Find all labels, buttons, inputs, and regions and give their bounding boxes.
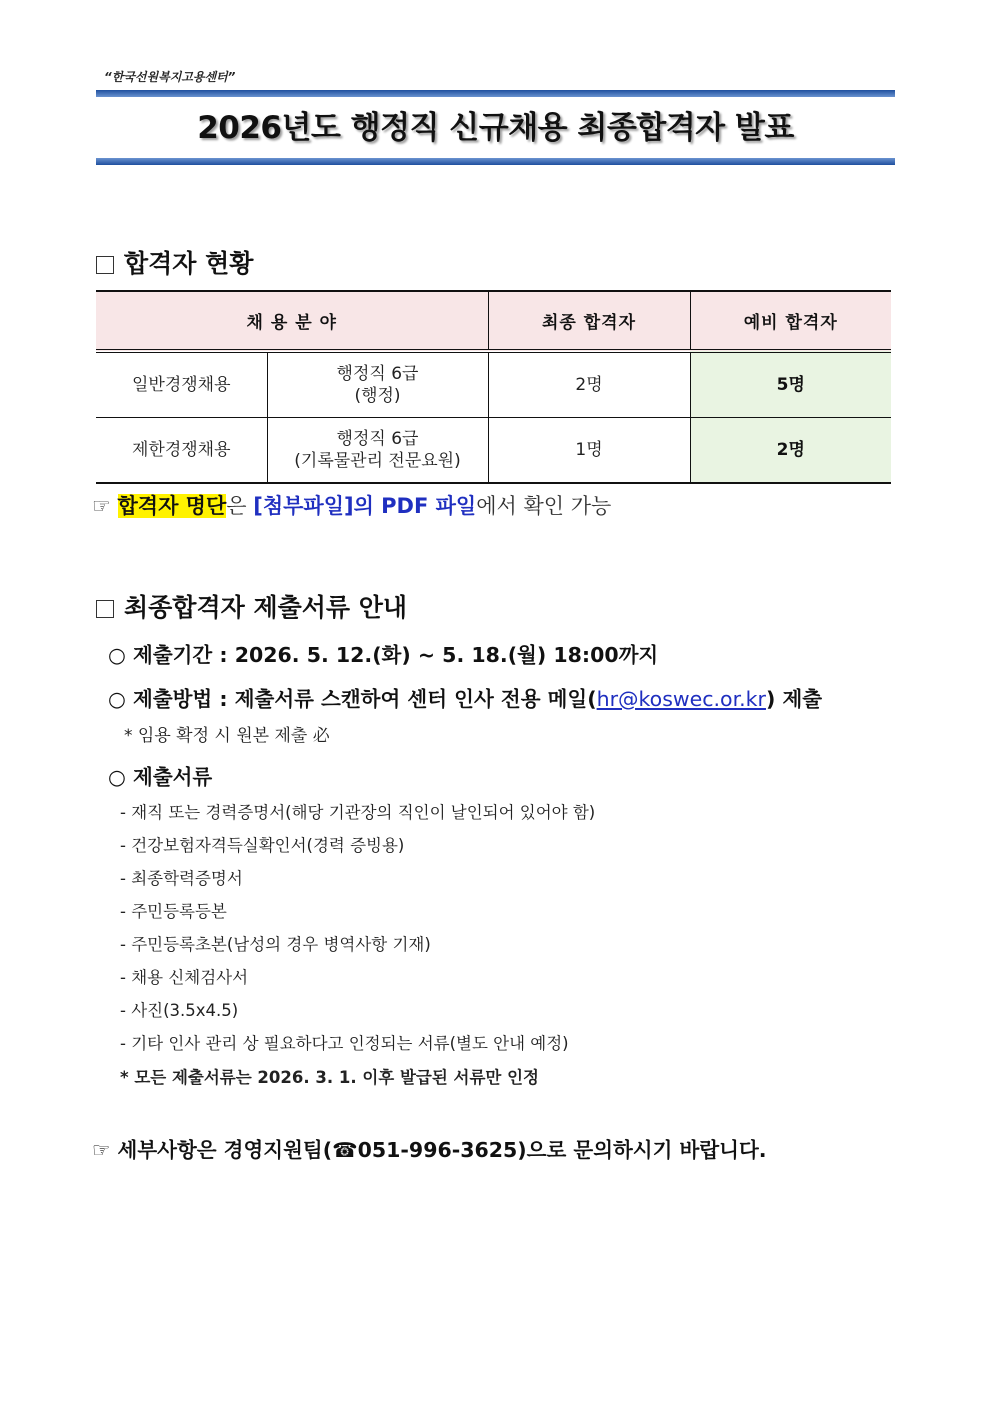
list-item: - 건강보험자격득실확인서(경력 증빙용) [120, 836, 405, 855]
row-reserve-count: 5명 [690, 351, 891, 418]
row-recruit-type: 제한경쟁채용 [96, 418, 267, 484]
list-item: - 최종학력증명서 [120, 869, 243, 888]
docs-validity-note: * 모든 제출서류는 2026. 3. 1. 이후 발급된 서류만 인정 [120, 1068, 539, 1087]
row-reserve-count: 2명 [690, 418, 891, 484]
table-row [96, 418, 891, 484]
submission-method: ○ 제출방법 : 제출서류 스캔하여 센터 인사 전용 메일(hr@koswec.or.kr) 제출 [108, 687, 823, 711]
list-item: - 재직 또는 경력증명서(해당 기관장의 직인이 날인되어 있어야 함) [120, 803, 596, 822]
pointing-hand-icon: ☞ [92, 494, 111, 518]
list-item: - 사진(3.5x4.5) [120, 1001, 239, 1020]
header-final: 최종 합격자 [488, 291, 690, 351]
phone-number: 051-996-3625 [357, 1138, 518, 1162]
page-title: 2026년도 행정직 신규채용 최종합격자 발표 [197, 110, 794, 146]
row-recruit-type: 일반경쟁채용 [96, 351, 267, 418]
row-position: 행정직 6급 (행정) [267, 351, 488, 418]
email-link[interactable]: hr@koswec.or.kr [596, 687, 766, 711]
header-reserve: 예비 합격자 [690, 291, 891, 351]
method-note: * 임용 확정 시 원본 제출 必 [124, 726, 330, 746]
list-item: - 기타 인사 관리 상 필요하다고 인정되는 서류(별도 안내 예정) [120, 1034, 569, 1053]
section-docs-heading [96, 588, 407, 624]
submission-period: ○ 제출기간 : 2026. 5. 12.(화) ~ 5. 18.(월) 18:00까지 [108, 643, 659, 667]
section-docs-title: 최종합격자 제출서류 안내 [124, 593, 408, 622]
header-bottom-rule [96, 158, 895, 165]
result-list-note: ☞ 합격자 명단은 [첨부파일]의 PDF 파일에서 확인 가능 [92, 494, 612, 518]
pointing-hand-icon: ☞ [92, 1138, 111, 1162]
contact-note: ☞ 세부사항은 경영지원팀(☎051-996-3625)으로 문의하시기 바랍니다. [92, 1138, 767, 1162]
organization-name: “한국선원복지고용센터” [104, 70, 236, 84]
square-bullet-icon [96, 600, 114, 618]
list-item: - 채용 신체검사서 [120, 968, 249, 987]
row-final-count: 1명 [488, 418, 690, 484]
docs-heading: ○ 제출서류 [108, 765, 213, 789]
row-position: 행정직 6급 (기록물관리 전문요원) [267, 418, 488, 484]
header-top-rule [96, 90, 895, 97]
section-results-title: 합격자 현황 [124, 249, 254, 278]
table-header-row [96, 291, 891, 351]
square-bullet-icon [96, 256, 114, 274]
header-field: 채 용 분 야 [96, 291, 488, 351]
list-item: - 주민등록등본 [120, 902, 227, 921]
section-results-heading [96, 244, 253, 280]
phone-icon: ☎ [332, 1138, 358, 1162]
list-item: - 주민등록초본(남성의 경우 병역사항 기재) [120, 935, 431, 954]
highlight-text: 합격자 명단 [117, 494, 227, 518]
attachment-text: [첨부파일]의 PDF 파일 [253, 494, 477, 518]
row-final-count: 2명 [488, 351, 690, 418]
table-row [96, 351, 891, 418]
results-table [96, 290, 891, 484]
